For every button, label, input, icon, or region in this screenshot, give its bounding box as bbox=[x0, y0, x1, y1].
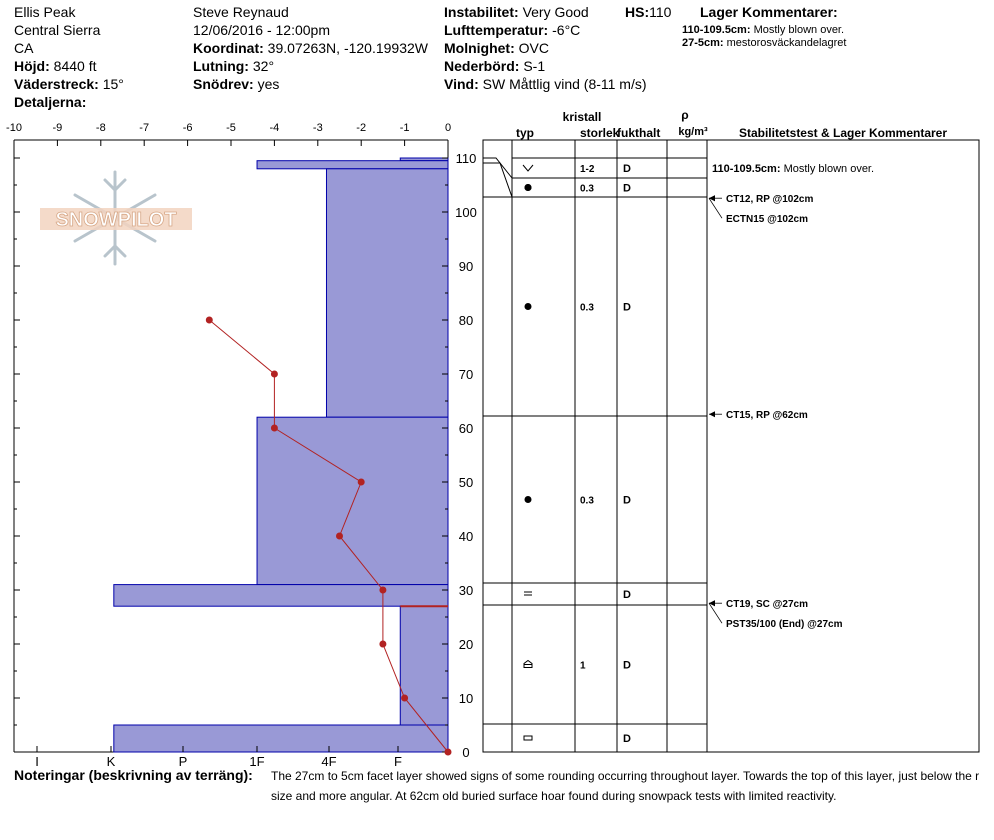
location-name: Ellis Peak bbox=[14, 4, 76, 20]
height-tick-label: 50 bbox=[458, 475, 474, 490]
state: CA bbox=[14, 40, 34, 56]
hardness-block bbox=[257, 161, 448, 169]
temp-tick-label: -4 bbox=[269, 122, 280, 134]
header-crystal: kristall bbox=[562, 110, 602, 124]
temp-tick-label: 0 bbox=[444, 122, 452, 134]
hardness-block bbox=[114, 585, 448, 607]
rounded-grain-icon bbox=[525, 303, 532, 310]
hardness-tick-label: K bbox=[106, 754, 116, 769]
temperature-axis bbox=[6, 122, 451, 146]
height-tick-label: 110 bbox=[455, 151, 477, 166]
air-temp-label: Lufttemperatur: bbox=[444, 22, 549, 38]
height-tick-label: 90 bbox=[458, 259, 474, 274]
moisture: D bbox=[623, 733, 631, 745]
temp-tick-label: -1 bbox=[399, 122, 410, 134]
wind-value: SW Måttlig vind (8-11 m/s) bbox=[482, 76, 647, 92]
grain-size: 0.3 bbox=[580, 495, 594, 507]
temp-tick-label: -2 bbox=[356, 122, 367, 134]
hardness-tick-label: 4F bbox=[321, 754, 337, 769]
rounded-grain-icon bbox=[525, 184, 532, 191]
hs-label: HS: bbox=[625, 4, 650, 20]
drift-value: yes bbox=[257, 76, 280, 92]
test-arrow bbox=[709, 198, 722, 218]
temperature-point bbox=[271, 425, 278, 432]
layer-comments-label: Lager Kommentarer: bbox=[700, 4, 838, 20]
precip-value: S-1 bbox=[523, 58, 546, 74]
aspect-label: Väderstreck: bbox=[14, 76, 99, 92]
stability-tests bbox=[709, 194, 843, 630]
temp-tick-label: -10 bbox=[6, 122, 22, 134]
depth-hoar-icon bbox=[524, 661, 532, 668]
layer-table-frame bbox=[483, 140, 979, 752]
notes-line-2: size and more angular. At 62cm old buried surface hoar found during snowpack tests with limited reactivity. bbox=[271, 789, 837, 803]
height-tick-label: 20 bbox=[458, 637, 474, 652]
temp-tick-label: -9 bbox=[52, 122, 63, 134]
notes-line-1: The 27cm to 5cm facet layer showed signs of some rounding occurring throughout layer. Towards the top of this layer, just below the r bbox=[271, 769, 980, 783]
slope-label: Lutning: bbox=[193, 58, 249, 74]
stability-value: Very Good bbox=[522, 4, 589, 20]
coord-value: 39.07263N, -120.19932W bbox=[267, 40, 428, 56]
precip-label: Nederbörd: bbox=[444, 58, 520, 74]
stability-test-label: CT12, RP @102cm bbox=[726, 194, 814, 206]
height-tick-label: 10 bbox=[458, 691, 474, 706]
temperature-point bbox=[336, 533, 343, 540]
wind-label: Vind: bbox=[444, 76, 479, 92]
height-tick-label: 80 bbox=[458, 313, 474, 328]
hardness-block bbox=[400, 606, 448, 725]
header-density-unit: kg/m³ bbox=[678, 126, 708, 138]
height-tick-label: 60 bbox=[458, 421, 474, 436]
header-moisture: fukthalt bbox=[617, 126, 661, 140]
moisture: D bbox=[623, 494, 631, 507]
mountain-range: Central Sierra bbox=[14, 22, 101, 38]
temp-tick-label: -7 bbox=[139, 122, 150, 134]
grain-size: 0.3 bbox=[580, 302, 594, 314]
slope-value: 32° bbox=[252, 58, 275, 74]
logo-text: SNOWPILOT bbox=[55, 209, 177, 231]
rounded-grain-icon bbox=[525, 496, 532, 503]
notes-label: Noteringar (beskrivning av terräng): bbox=[14, 767, 253, 783]
temperature-point bbox=[271, 371, 278, 378]
temperature-point bbox=[379, 587, 386, 594]
temperature-point bbox=[379, 641, 386, 648]
layer-rows bbox=[483, 158, 874, 745]
row-connector bbox=[483, 163, 512, 197]
grain-size: 1 bbox=[580, 660, 586, 672]
hardness-tick-label: P bbox=[178, 754, 188, 769]
height-tick-label: 30 bbox=[458, 583, 474, 598]
height-tick-label: 40 bbox=[458, 529, 474, 544]
coord-label: Koordinat: bbox=[193, 40, 264, 56]
grain-size: 0.3 bbox=[580, 183, 594, 195]
temp-tick-label: -8 bbox=[95, 122, 106, 134]
hs-value: 110 bbox=[649, 4, 672, 20]
hardness-tick-label: 1F bbox=[249, 754, 265, 769]
moisture: D bbox=[623, 182, 631, 195]
elevation-value: 8440 ft bbox=[53, 58, 97, 74]
details-label: Detaljerna: bbox=[14, 94, 87, 110]
observer: Steve Reynaud bbox=[193, 4, 289, 20]
stability-test-label: PST35/100 (End) @27cm bbox=[726, 619, 843, 631]
aspect-value: 15° bbox=[102, 76, 124, 92]
faceted-icon bbox=[524, 736, 532, 740]
row-connector bbox=[483, 158, 512, 178]
sky-label: Molnighet: bbox=[444, 40, 515, 56]
header-stability: Stabilitetstest & Lager Kommentarer bbox=[738, 126, 948, 140]
moisture: D bbox=[623, 301, 631, 314]
temperature-point bbox=[358, 479, 365, 486]
grain-size: 1-2 bbox=[580, 164, 595, 175]
header-rho: ρ bbox=[681, 108, 689, 122]
hardness-block bbox=[257, 417, 448, 584]
test-arrow bbox=[709, 603, 722, 623]
temp-tick-label: -5 bbox=[226, 122, 236, 134]
layer-comment-range: 27-5cm: bbox=[682, 37, 724, 49]
stability-test-label: CT15, RP @62cm bbox=[726, 410, 808, 422]
temp-tick-label: -6 bbox=[182, 122, 193, 134]
layer-comment-text: mestorosväckandelagret bbox=[726, 37, 847, 49]
hardness-tick-label: F bbox=[394, 754, 402, 769]
temperature-point bbox=[401, 695, 408, 702]
layer-comment: 110-109.5cm: Mostly blown over. bbox=[712, 163, 875, 175]
snowpilot-logo bbox=[40, 172, 192, 264]
stability-test-label: CT19, SC @27cm bbox=[726, 599, 809, 611]
surface-hoar-icon bbox=[523, 165, 533, 171]
moisture: D bbox=[623, 659, 631, 672]
hardness-tick-label: I bbox=[35, 754, 39, 769]
moisture: D bbox=[623, 163, 631, 175]
moisture: D bbox=[623, 589, 631, 601]
stability-test-label: ECTN15 @102cm bbox=[726, 214, 809, 226]
height-tick-label: 100 bbox=[455, 205, 477, 220]
drift-label: Snödrev: bbox=[193, 76, 254, 92]
layer-comment-range: 110-109.5cm: bbox=[682, 24, 751, 36]
test-arrowhead bbox=[709, 411, 715, 417]
sky-value: OVC bbox=[518, 40, 549, 56]
height-tick-label: 0 bbox=[462, 745, 470, 760]
hardness-block bbox=[326, 169, 448, 417]
header-type: typ bbox=[516, 126, 534, 140]
temperature-point bbox=[445, 749, 452, 756]
temperature-point bbox=[206, 317, 213, 324]
temp-tick-label: -3 bbox=[312, 122, 323, 134]
layer-comment-text: Mostly blown over. bbox=[753, 24, 845, 36]
hardness-profile bbox=[114, 158, 448, 752]
elevation-label: Höjd: bbox=[14, 58, 50, 74]
header-size: storlek bbox=[580, 126, 620, 140]
air-temp-value: -6°C bbox=[552, 22, 581, 38]
height-tick-label: 70 bbox=[458, 367, 474, 382]
stability-label: Instabilitet: bbox=[444, 4, 519, 20]
datetime: 12/06/2016 - 12:00pm bbox=[193, 22, 330, 38]
